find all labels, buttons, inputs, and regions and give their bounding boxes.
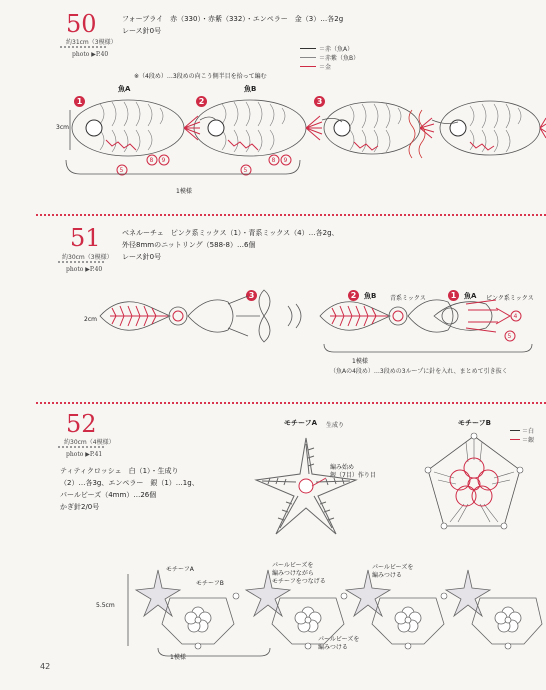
height-51: 2cm [84,316,97,323]
pattern-repeat-50: 1模様 [176,188,192,195]
bead-note-1b: 編みつけながら [272,570,314,577]
section-separator [36,214,546,216]
svg-text:8: 8 [271,157,276,164]
step-marker: 1 [448,290,459,301]
bead-note-3a: パールビーズを [318,636,360,643]
pattern-number-50: 50 [66,10,97,38]
legend-item: ＝銀 [522,437,535,444]
fish-b-label: 魚B [244,85,257,93]
materials-line-2: レース針0号 [122,27,162,35]
pattern-size: 約30cm（3模様） [62,254,113,261]
fish-b-label: 魚B [364,292,377,300]
pattern-number-51: 51 [70,224,101,252]
motif-b-flower-diagram [422,430,526,542]
svg-text:5: 5 [243,167,248,174]
svg-text:5: 5 [507,333,512,340]
start-note-2: 銀（7目）作り目 [330,472,376,479]
materials-line-1: フォーブライ 赤（330）・赤紫（332）・エンペラー 金（3）…各2g [122,15,344,23]
step-marker: 3 [246,290,257,301]
motif-a-color: 生成り [326,422,345,429]
fish-bone-diagram [96,286,546,366]
divider [58,261,104,263]
note-51: （魚Aの4段め）…3段めの3ループに針を入れ、まとめて引き抜く [330,368,508,375]
start-note-1: 編み始め [330,464,355,471]
divider [58,446,104,448]
photo-ref: photo ▶P.41 [66,451,103,458]
materials-line-1: ベネルーチェ ピンク系ミックス（1）・青系ミックス（4）…各2g、 [122,229,339,237]
materials-line-4: かぎ針2/0号 [60,503,100,511]
svg-text:5: 5 [119,167,124,174]
svg-text:8: 8 [149,157,154,164]
legend-item: ＝白 [522,428,535,435]
photo-ref: photo ▶P.40 [66,266,103,273]
materials-line-1: ティティクロッシェ 白（1）・生成り [60,467,179,475]
photo-ref: photo ▶P.40 [72,51,109,58]
motif-b-label: モチーフB [196,580,224,587]
materials-line-2: 外径8mmのニットリング（588-8）…6個 [122,241,256,249]
fish-chain-diagram [60,90,546,190]
height-50: 3cm [56,124,69,131]
legend-item: ＝金 [319,64,332,71]
materials-line-3: レース針0号 [122,253,162,261]
height-52: 5.5cm [96,602,115,609]
bead-note-1c: モチーフをつなげる [272,578,326,585]
legend-item: ＝赤紫（魚B） [319,55,360,62]
page-number: 42 [40,662,51,671]
pattern-number-52: 52 [66,410,97,438]
bead-note-2b: 編みつける [372,572,402,579]
pattern-repeat-52: 1模様 [170,654,186,661]
bead-note-3b: 編みつける [318,644,348,651]
svg-text:9: 9 [283,157,288,164]
materials-line-3: パールビーズ（4mm）…26個 [60,491,157,499]
legend-50 [300,44,390,71]
motif-b-title: モチーフB [458,419,491,427]
fish-a-color: ピンク系ミックス [486,295,534,302]
pattern-size: 約30cm（4模様） [64,439,115,446]
step-marker: 3 [314,96,325,107]
svg-text:4: 4 [513,313,518,320]
motif-a-title: モチーフA [284,419,318,427]
pattern-repeat-51: 1模様 [352,358,368,365]
svg-text:9: 9 [161,157,166,164]
materials-line-2: （2）…各3g、エンペラー 銀（1）…1g、 [60,479,199,487]
legend-item: ＝赤（魚A） [319,46,354,53]
fish-a-label: 魚A [118,85,131,93]
pattern-size: 約31cm（3模様） [66,39,117,46]
motif-a-label: モチーフA [166,566,194,573]
divider [60,46,106,48]
motif-chain-diagram [110,566,546,660]
fish-b-color: 青系ミックス [390,295,426,302]
fish-a-label: 魚A [464,292,477,300]
step-marker: 2 [196,96,207,107]
step-marker: 2 [348,290,359,301]
bead-note-1a: パールビーズを [272,562,314,569]
note-50: ※（4段め）…3段めの向こう側半目を拾って編む [134,73,267,80]
motif-a-star-diagram [246,430,366,542]
section-separator [36,402,546,404]
bead-note-2a: パールビーズを [372,564,414,571]
step-marker: 1 [74,96,85,107]
